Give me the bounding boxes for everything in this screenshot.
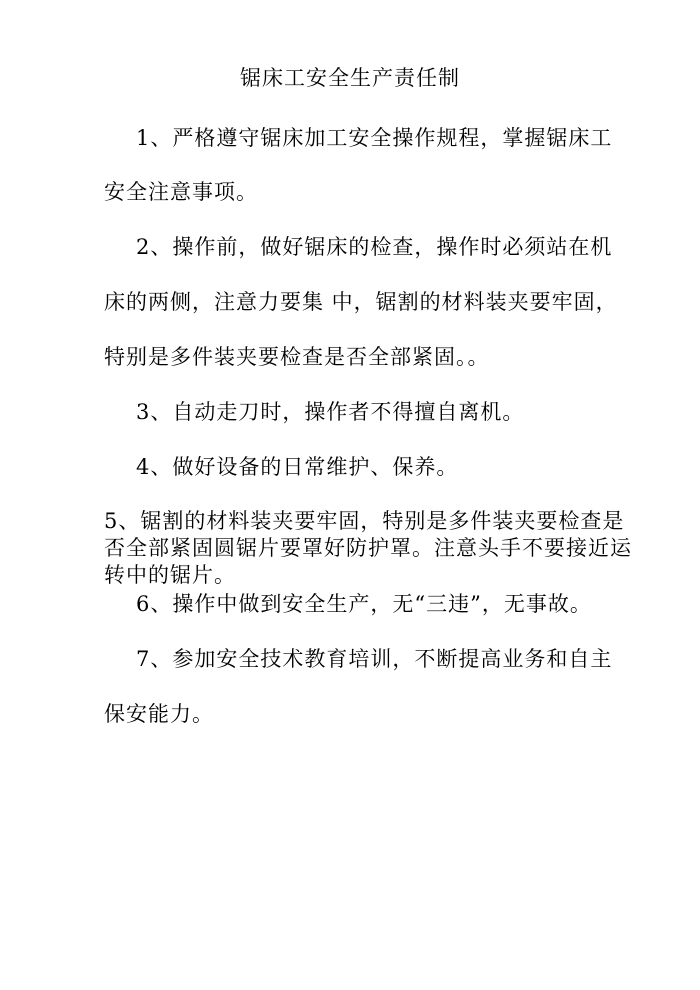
text-line: 1、严格遵守锯床加工安全操作规程，掌握锯床工 <box>136 126 613 150</box>
text-line: 床的两侧，注意力要集 中，锯割的材料装夹要牢固， <box>104 290 618 314</box>
text-line: 7、参加安全技术教育培训，不断提高业务和自主 <box>136 647 613 671</box>
text-line: 特别是多件装夹要检查是否全部紧固。。 <box>104 345 490 369</box>
text-line: 5、锯割的材料装夹要牢固，特别是多件装夹要检查是 <box>104 509 625 533</box>
document-title: 锯床工安全生产责任制 <box>240 66 460 90</box>
text-line: 6、操作中做到安全生产，无“三违”，无事故。 <box>136 592 592 616</box>
text-line: 4、做好设备的日常维护、保养。 <box>136 455 459 479</box>
text-line: 3、自动走刀时，操作者不得擅自离机。 <box>136 400 525 424</box>
text-line: 2、操作前，做好锯床的检查，操作时必须站在机 <box>136 235 613 259</box>
text-line: 转中的锯片。 <box>104 563 236 587</box>
text-line: 保安能力。 <box>104 702 214 726</box>
text-line: 安全注意事项。 <box>104 180 258 204</box>
text-line: 否全部紧固圆锯片要罩好防护罩。注意头手不要接近运 <box>104 536 632 560</box>
